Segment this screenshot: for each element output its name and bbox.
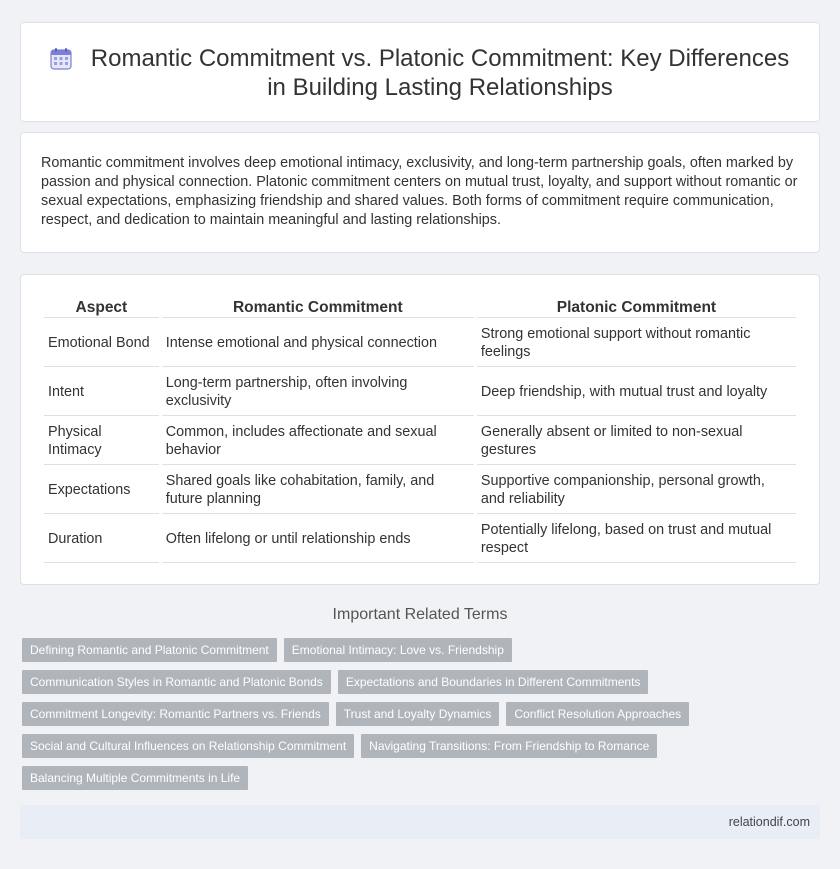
page-title: Romantic Commitment vs. Platonic Commitment: Key Differences in Building Lasting Relationships bbox=[90, 45, 790, 101]
romantic-cell: Intense emotional and physical connection bbox=[162, 320, 474, 367]
table-row bbox=[44, 369, 796, 416]
column-header-aspect: Aspect bbox=[44, 297, 159, 318]
romantic-cell: Common, includes affectionate and sexual behavior bbox=[162, 418, 474, 465]
related-term-link[interactable]: Balancing Multiple Commitments in Life bbox=[22, 766, 248, 790]
table-row bbox=[44, 516, 796, 563]
intro-paragraph: Romantic commitment involves deep emotional intimacy, exclusivity, and long-term partnership goals, often marked by passion and physical connection. Platonic commitment centers on mutual trust, loyalty, and support without romantic or sexual expectations, emphasizing friendship and shared values. Both forms of commitment require communication, respect, and dedication to maintain meaningful and lasting relationships. bbox=[41, 155, 798, 228]
comparison-card bbox=[20, 274, 820, 585]
table-header-row bbox=[44, 297, 796, 318]
intro-card bbox=[20, 132, 820, 253]
platonic-cell: Deep friendship, with mutual trust and loyalty bbox=[477, 369, 796, 416]
aspect-cell: Expectations bbox=[44, 467, 159, 514]
related-term-link[interactable]: Social and Cultural Influences on Relationship Commitment bbox=[22, 734, 354, 758]
related-terms-list bbox=[22, 638, 712, 790]
related-term-link[interactable]: Trust and Loyalty Dynamics bbox=[336, 702, 500, 726]
related-term-link[interactable]: Communication Styles in Romantic and Platonic Bonds bbox=[22, 670, 331, 694]
table-row bbox=[44, 320, 796, 367]
related-term-link[interactable]: Commitment Longevity: Romantic Partners vs. Friends bbox=[22, 702, 329, 726]
romantic-cell: Long-term partnership, often involving exclusivity bbox=[162, 369, 474, 416]
romantic-cell: Shared goals like cohabitation, family, and future planning bbox=[162, 467, 474, 514]
footer bbox=[20, 805, 820, 839]
calendar-icon bbox=[49, 47, 73, 71]
column-header-romantic: Romantic Commitment bbox=[162, 297, 474, 318]
related-term-link[interactable]: Expectations and Boundaries in Different Commitments bbox=[338, 670, 649, 694]
aspect-cell: Duration bbox=[44, 516, 159, 563]
related-term-link[interactable]: Emotional Intimacy: Love vs. Friendship bbox=[284, 638, 512, 662]
platonic-cell: Supportive companionship, personal growth, and reliability bbox=[477, 467, 796, 514]
footer-site-link[interactable]: relationdif.com bbox=[728, 815, 810, 829]
table-row bbox=[44, 418, 796, 465]
platonic-cell: Generally absent or limited to non-sexual gestures bbox=[477, 418, 796, 465]
platonic-cell: Strong emotional support without romantic feelings bbox=[477, 320, 796, 367]
related-terms-heading: Important Related Terms bbox=[332, 606, 508, 623]
related-term-link[interactable]: Defining Romantic and Platonic Commitment bbox=[22, 638, 277, 662]
aspect-cell: Physical Intimacy bbox=[44, 418, 159, 465]
related-term-link[interactable]: Conflict Resolution Approaches bbox=[506, 702, 689, 726]
romantic-cell: Often lifelong or until relationship ends bbox=[162, 516, 474, 563]
header-card bbox=[20, 22, 820, 122]
comparison-table bbox=[41, 295, 799, 565]
table-row bbox=[44, 467, 796, 514]
aspect-cell: Intent bbox=[44, 369, 159, 416]
column-header-platonic: Platonic Commitment bbox=[477, 297, 796, 318]
related-term-link[interactable]: Navigating Transitions: From Friendship to Romance bbox=[361, 734, 657, 758]
platonic-cell: Potentially lifelong, based on trust and mutual respect bbox=[477, 516, 796, 563]
aspect-cell: Emotional Bond bbox=[44, 320, 159, 367]
